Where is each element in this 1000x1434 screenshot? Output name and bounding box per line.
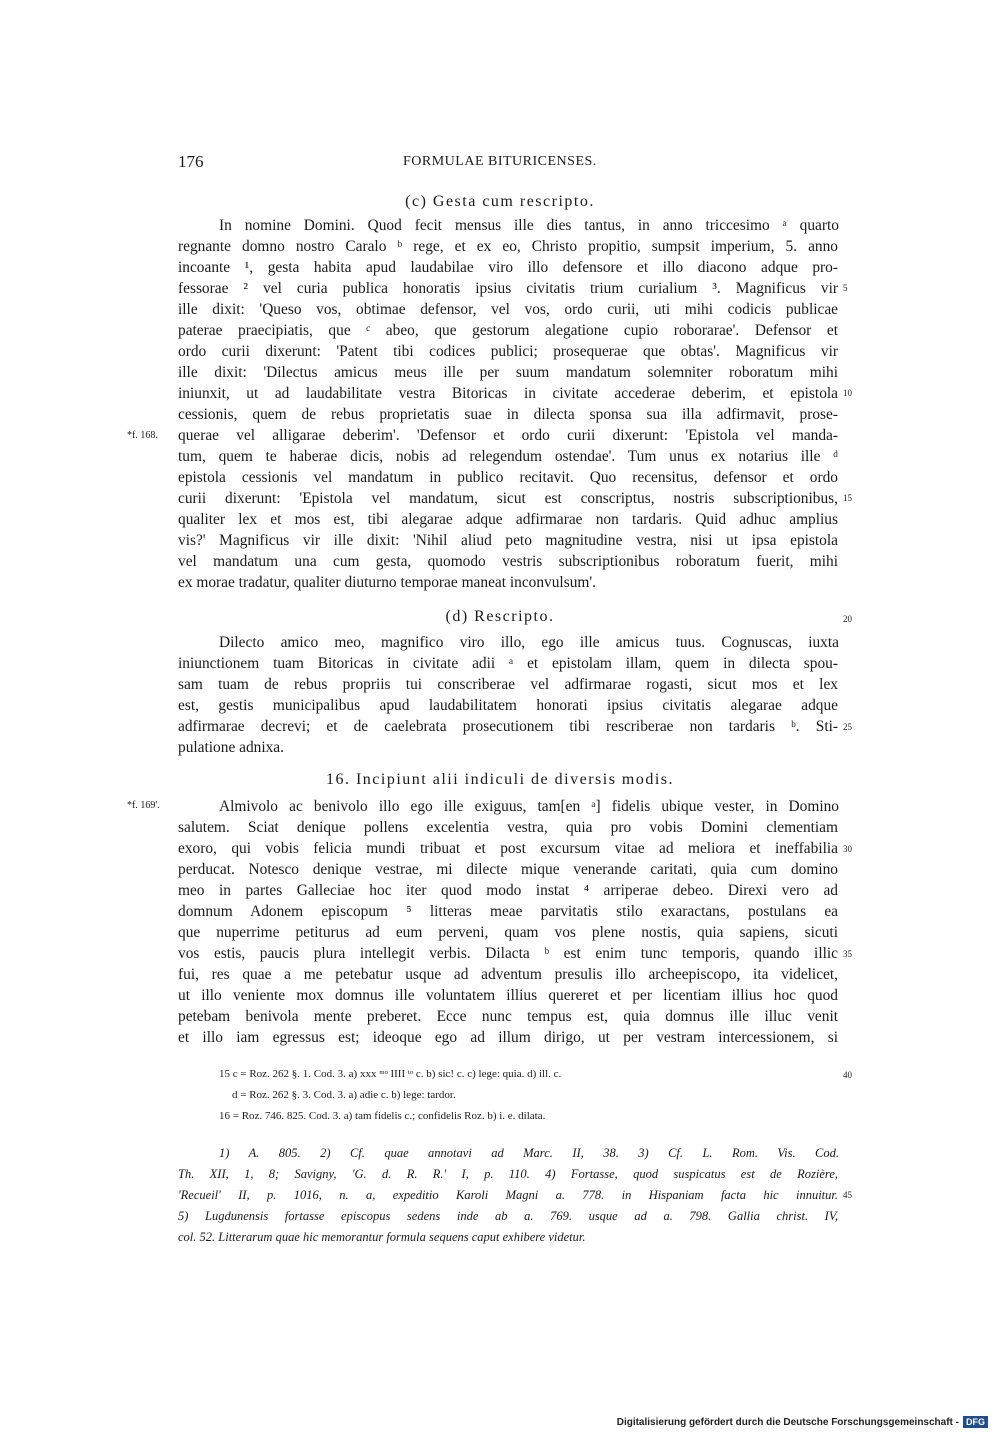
text-line: curii dixerunt: 'Epistola vel mandatum, sicut est conscriptus, nostris subscriptionibus,	[178, 490, 838, 507]
text-line: iniunctionem tuam Bitoricas in civitate adii ᵃ et epistolam illam, quem in dilecta spou-	[178, 655, 838, 672]
text-line: adfirmarae decrevi; et de caelebrata prosecutionem tibi rescriberae non tardaris ᵇ. Sti-	[178, 718, 838, 735]
section-c-heading: (c) Gesta cum rescripto.	[405, 193, 595, 210]
text-line: cessionis, quem de rebus proprietatis suae in dilecta sponsa sua illa adfirmavit, prose-	[178, 406, 838, 423]
text-line: In nomine Domini. Quod fecit mensus ille dies tantus, in anno triccesimo ᵃ quarto	[219, 217, 839, 234]
line-number: 15	[843, 493, 852, 503]
text-line: meo in partes Galleciae hoc iter quod modo instat ⁴ arriperae debeo. Direxi vero ad	[178, 882, 838, 899]
apparatus-line: d = Roz. 262 §. 3. Cod. 3. a) adie c. b) lege: tardor.	[232, 1089, 456, 1101]
line-number: 25	[843, 722, 852, 732]
text-line: ordo curii dixerunt: 'Patent tibi codices publici; prosequerae que obtas'. Magnificus vir	[178, 343, 838, 360]
line-number: 30	[843, 844, 852, 854]
line-number: 20	[843, 614, 852, 624]
text-line: ille dixit: 'Dilectus amicus meus ille per suum mandatum solemniter roboratum mihi	[178, 364, 838, 381]
footnote-line: 1) A. 805. 2) Cf. quae annotavi ad Marc. II, 38. 3) Cf. L. Rom. Vis. Cod.	[219, 1146, 839, 1160]
text-line: iniunxit, ut ad laudabilitate vestra Bitoricas in civitate accederae deberim, et epistola	[178, 385, 838, 402]
text-line: vos estis, paucis plura intellegit verbis. Dilacta ᵇ est enim tunc temporis, quando illic	[178, 945, 838, 962]
footer-text: Digitalisierung gefördert durch die Deutsche Forschungsgemeinschaft -	[616, 1416, 959, 1428]
text-line: vel mandatum una cum gesta, quomodo vestris subscriptionibus roboratum fuerit, mihi	[178, 553, 838, 570]
text-line: paterae praecipiatis, que ᶜ abeo, que gestorum alegatione cupio roborarae'. Defensor et	[178, 322, 838, 339]
text-line: qualiter lex et mos est, tibi alegarae adque adfirmarae non tardaris. Quid adhuc amplius	[178, 511, 838, 528]
text-line: pulatione adnixa.	[178, 739, 284, 756]
text-line: ut illo veniente mox domnus ille voluntatem illius quereret et per licentiam illius hoc quod	[178, 987, 838, 1004]
text-line: regnante domno nostro Caralo ᵇ rege, et ex eo, Christo propitio, sumpsit imperium, 5. anno	[178, 238, 838, 255]
apparatus-line: 15 c = Roz. 262 §. 1. Cod. 3. a) xxx ᵐᵒ IIII ᵗᵒ c. b) sic! c. c) lege: quia. d) ill. c.	[219, 1068, 562, 1080]
dfg-logo: DFG	[963, 1416, 988, 1428]
section-16-heading: 16. Incipiunt alii indiculi de diversis modis.	[325, 771, 675, 788]
line-number: 10	[843, 388, 852, 398]
apparatus-line: 16 = Roz. 746. 825. Cod. 3. a) tam fidelis c.; confidelis Roz. b) i. e. dilata.	[219, 1110, 546, 1122]
line-number: 35	[843, 949, 852, 959]
text-line: est, gestis municipalibus apud laudabilitatem honorati ipsius civitatis alegarae adque	[178, 697, 838, 714]
text-line: vis?' Magnificus vir ille dixit: 'Nihil aliud peto magnitudine vestra, nisi ut ipsa epistola	[178, 532, 838, 549]
footnote-line: col. 52. Litterarum quae hic memorantur formula sequens caput exhibere videtur.	[178, 1230, 586, 1244]
text-line: fessorae ² vel curia publica honoratis ipsius civitatis trium curialium ³. Magnificus vir	[178, 280, 838, 297]
text-line: que nuperrime petiturus ad eum perveni, quam vos plene nostis, quia sapiens, sicuti	[178, 924, 838, 941]
text-line: incoante ¹, gesta habita apud laudabilae viro illo defensore et illo diacono adque pro-	[178, 259, 838, 276]
text-line: exoro, qui vobis felicia mundi tribuat et post excursum vitae ad meliora et ineffabilia	[178, 840, 838, 857]
margin-ref-f169: *f. 169'.	[127, 800, 160, 811]
text-line: tum, quem te haberae dicis, nobis ad relegendum ostendae'. Tum unus ex notarius ille ᵈ	[178, 448, 838, 465]
page-number: 176	[178, 152, 204, 171]
footnote-line: 5) Lugdunensis fortasse episcopus sedens inde ab a. 769. usque ad a. 798. Gallia christ. IV,	[178, 1209, 838, 1223]
text-line: salutem. Sciat denique pollens excelentia vestra, quia pro vobis Domini clementiam	[178, 819, 838, 836]
line-number: 40	[843, 1070, 852, 1080]
footnote-line: 'Recueil' II, p. 1016, n. a, expeditio Karoli Magni a. 778. in Hispaniam facta hic innuitur.	[178, 1188, 838, 1202]
text-line: perducat. Notesco denique vestrae, mi dilecte mique venerande caritati, quia cum domino	[178, 861, 838, 878]
margin-ref-f168: *f. 168.	[127, 430, 158, 441]
text-line: fui, res quae a me petebatur usque ad adventum presulis illo archeepiscopo, ita videlicet,	[178, 966, 838, 983]
text-line: sam tuam de rebus propriis tui conscriberae vel adfirmarae rogasti, sicut mos et lex	[178, 676, 838, 693]
text-line: ille dixit: 'Queso vos, obtimae defensor, vel vos, ordo curii, uti mihi codicis publicae	[178, 301, 838, 318]
line-number: 45	[843, 1190, 852, 1200]
section-d-heading: (d) Rescripto.	[445, 608, 555, 625]
text-line: et illo iam egressus est; ideoque ego ad illum dirigo, ut per vestram intercessionem, si	[178, 1029, 838, 1046]
text-line: Dilecto amico meo, magnifico viro illo, ego ille amicus tuus. Cognuscas, iuxta	[219, 634, 839, 651]
digitization-footer	[617, 1416, 988, 1428]
text-line: ex morae tradatur, qualiter diuturno temporae maneat inconvulsum'.	[178, 574, 596, 591]
text-line: domnum Adonem episcopum ⁵ litteras meae parvitatis stilo exaractans, postulans ea	[178, 903, 838, 920]
running-title: FORMULAE BITURICENSES.	[403, 154, 597, 169]
text-line: epistola cessionis vel mandatum in publico recitavit. Quo recensitus, defensor et ordo	[178, 469, 838, 486]
text-line: querae vel alligarae deberim'. 'Defensor et ordo curii dixerunt: 'Epistola vel manda-	[178, 427, 838, 444]
line-number: 5	[843, 283, 848, 293]
text-line: Almivolo ac benivolo illo ego ille exiguus, tam[en ᵃ] fidelis ubique vester, in Domino	[219, 798, 839, 815]
text-line: petebam benivola mente preberet. Ecce nunc tempus est, quia domnus ille illuc venit	[178, 1008, 838, 1025]
footnote-line: Th. XII, 1, 8; Savigny, 'G. d. R. R.' I, p. 110. 4) Fortasse, quod suspicatus est de Rozière,	[178, 1167, 838, 1181]
